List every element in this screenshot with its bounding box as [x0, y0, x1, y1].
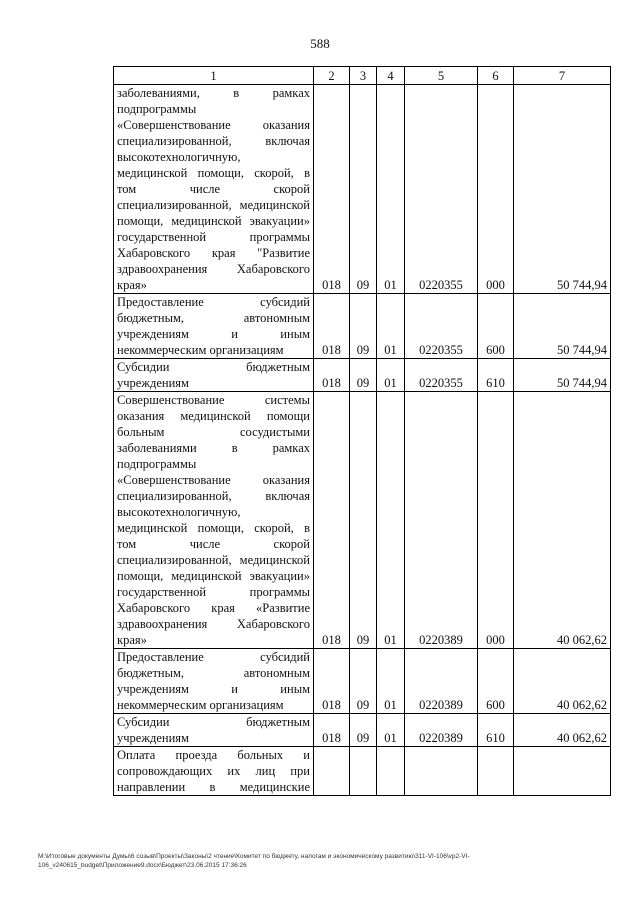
table-row — [114, 649, 611, 714]
cell-ministry-code: 018 — [314, 392, 350, 649]
cell-amount: 40 062,62 — [514, 714, 611, 747]
header-col-3: 3 — [350, 67, 377, 85]
cell-section: 09 — [350, 85, 377, 294]
cell-amount — [514, 747, 611, 796]
cell-target-article: 0220355 — [405, 294, 478, 359]
row-description — [114, 294, 314, 359]
page-number: 588 — [310, 36, 330, 51]
cell-target-article: 0220389 — [405, 649, 478, 714]
cell-section — [350, 747, 377, 796]
cell-expense-type: 000 — [478, 85, 514, 294]
cell-expense-type — [478, 747, 514, 796]
cell-target-article: 0220389 — [405, 714, 478, 747]
header-col-2: 2 — [314, 67, 350, 85]
row-description — [114, 392, 314, 649]
cell-ministry-code: 018 — [314, 359, 350, 392]
cell-subsection — [377, 747, 405, 796]
table-row — [114, 747, 611, 796]
cell-expense-type: 000 — [478, 392, 514, 649]
cell-ministry-code — [314, 747, 350, 796]
cell-section: 09 — [350, 359, 377, 392]
table-row — [114, 714, 611, 747]
cell-ministry-code: 018 — [314, 714, 350, 747]
cell-ministry-code: 018 — [314, 649, 350, 714]
row-description — [114, 649, 314, 714]
cell-section: 09 — [350, 714, 377, 747]
table-row — [114, 294, 611, 359]
row-description — [114, 747, 314, 796]
document-path-footer: M:\Итоговые документы Думы\6 созыв\Проекты\Законы\2 чтение\Комитет по бюджету, налогам и экономическому развитию\311-VI-106\vp2-VI-106_v240615_budget\Приложение9.docx\Бюджет\23.06.2015 17:36:26 — [38, 853, 470, 869]
cell-section: 09 — [350, 294, 377, 359]
cell-expense-type: 610 — [478, 359, 514, 392]
cell-section: 09 — [350, 392, 377, 649]
cell-amount: 50 744,94 — [514, 85, 611, 294]
row-description-text: Субсидии бюджетным учреждениям — [117, 715, 310, 745]
cell-amount: 50 744,94 — [514, 359, 611, 392]
table-row — [114, 85, 611, 294]
row-description-text: Совершенствование системы оказания медицинской помощи больным сосудистыми заболеваниями в рамках подпрограммы «Совершенствование оказания специализированной, включая высокотехнологичную, медицинской помощи, скорой, в том числе скорой специализированной, медицинской помощи, медицинской эвакуации» государственной программы Хабаровского края «Развитие здравоохранения Хабаровского края» — [117, 393, 310, 647]
row-description — [114, 359, 314, 392]
row-description-text: Предоставление субсидий бюджетным, автономным учреждениям и иным некоммерческим организациям — [117, 295, 310, 357]
cell-subsection: 01 — [377, 359, 405, 392]
cell-subsection: 01 — [377, 714, 405, 747]
cell-expense-type: 600 — [478, 649, 514, 714]
table-row — [114, 392, 611, 649]
row-description-text: Предоставление субсидий бюджетным, автономным учреждениям и иным некоммерческим организациям — [117, 650, 310, 712]
row-description-text: Оплата проезда больных и сопровождающих их лиц при направлении в медицинские — [117, 748, 310, 794]
cell-target-article: 0220355 — [405, 85, 478, 294]
cell-amount: 40 062,62 — [514, 649, 611, 714]
row-description — [114, 85, 314, 294]
cell-section: 09 — [350, 649, 377, 714]
cell-subsection: 01 — [377, 294, 405, 359]
cell-amount: 40 062,62 — [514, 392, 611, 649]
header-col-7: 7 — [514, 67, 611, 85]
cell-expense-type: 600 — [478, 294, 514, 359]
cell-target-article: 0220355 — [405, 359, 478, 392]
header-col-5: 5 — [405, 67, 478, 85]
cell-expense-type: 610 — [478, 714, 514, 747]
header-col-4: 4 — [377, 67, 405, 85]
cell-target-article: 0220389 — [405, 392, 478, 649]
table-header-row — [114, 67, 611, 85]
cell-subsection: 01 — [377, 85, 405, 294]
cell-amount: 50 744,94 — [514, 294, 611, 359]
row-description — [114, 714, 314, 747]
cell-subsection: 01 — [377, 392, 405, 649]
table-row — [114, 359, 611, 392]
cell-target-article — [405, 747, 478, 796]
header-col-1: 1 — [114, 67, 314, 85]
row-description-text: Субсидии бюджетным учреждениям — [117, 360, 310, 390]
cell-ministry-code: 018 — [314, 294, 350, 359]
header-col-6: 6 — [478, 67, 514, 85]
budget-table — [113, 66, 611, 796]
row-description-text: заболеваниями, в рамках подпрограммы «Совершенствование оказания специализированной, включая высокотехнологичную, медицинской помощи, скорой, в том числе скорой специализированной, медицинской помощи, медицинской эвакуации» государственной программы Хабаровского края "Развитие здравоохранения Хабаровского края» — [117, 86, 310, 292]
cell-ministry-code: 018 — [314, 85, 350, 294]
cell-subsection: 01 — [377, 649, 405, 714]
